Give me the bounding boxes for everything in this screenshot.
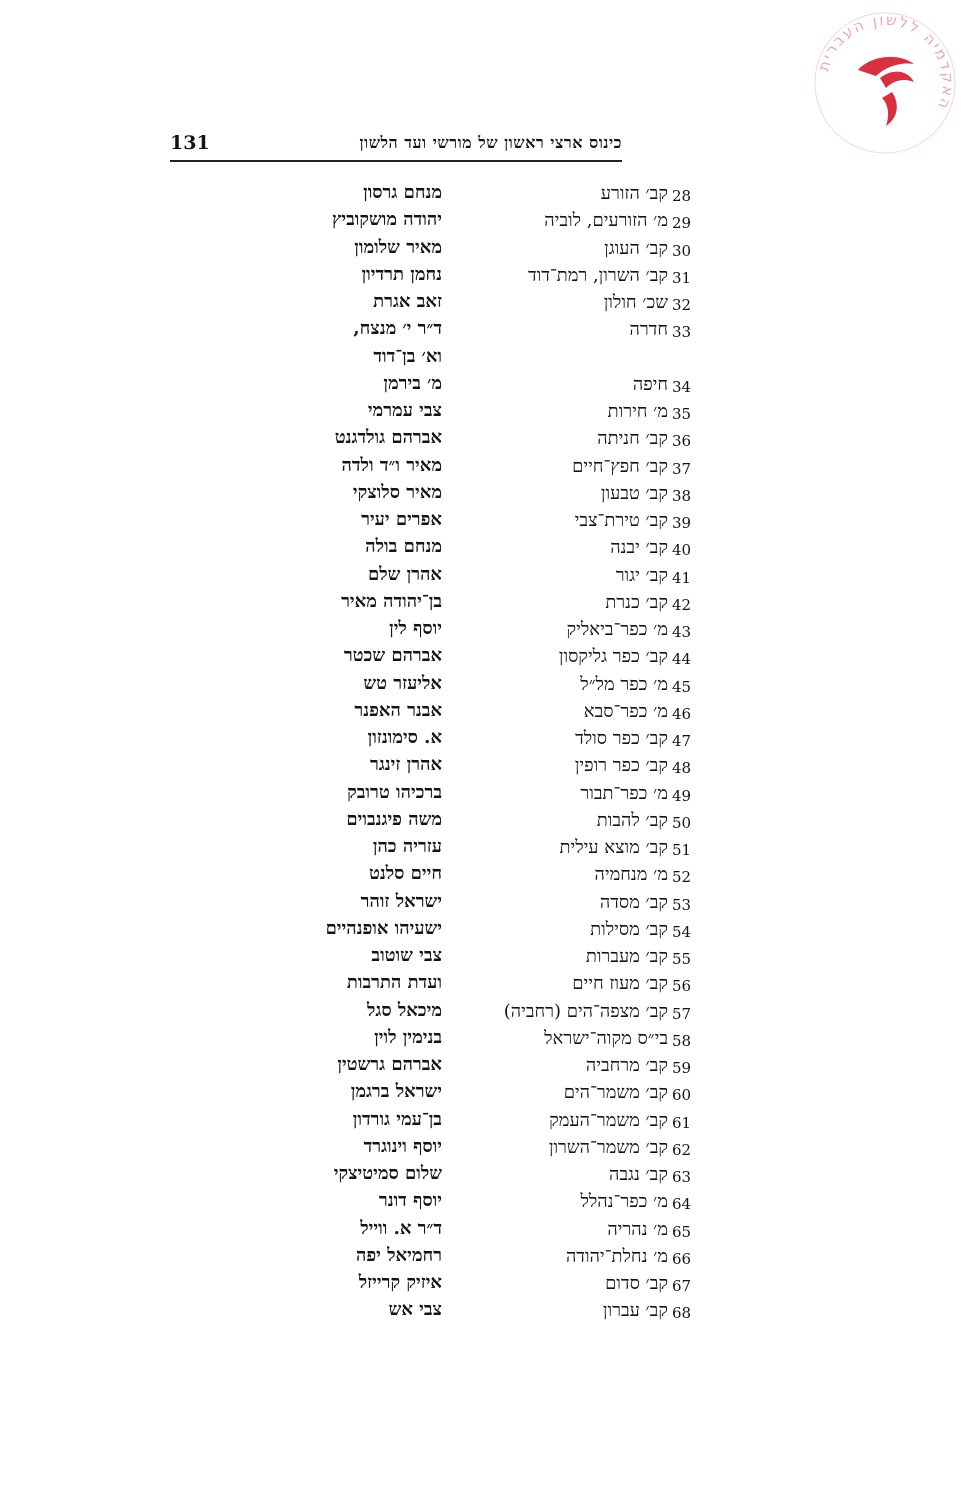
- list-row: [0, 262, 975, 289]
- place-name: מ׳ כפר־סבא: [583, 701, 668, 722]
- place-name: בי״ס מקוה־ישראל: [544, 1028, 668, 1049]
- list-row: [0, 1216, 975, 1243]
- representative-name: אהרן שלם: [367, 564, 442, 585]
- list-row: [0, 807, 975, 834]
- list-row: [0, 1161, 975, 1188]
- list-row: [0, 1188, 975, 1215]
- representative-name: חיים סלנט: [369, 863, 442, 884]
- list-row: [0, 562, 975, 589]
- list-row: [0, 453, 975, 480]
- representative-name: מאיר ו״ד ולדה: [341, 455, 442, 476]
- place-name: קב׳ כנרת: [605, 592, 668, 613]
- row-number: 64: [672, 1195, 692, 1213]
- representative-name: אבנר האפנר: [354, 700, 442, 721]
- row-number: 43: [672, 623, 692, 641]
- representative-name: צבי עמרמי: [367, 400, 442, 421]
- page-header: [170, 130, 622, 162]
- row-number: 48: [672, 759, 692, 777]
- list-row: [0, 207, 975, 234]
- representative-name: נחמן תרדיון: [361, 264, 442, 285]
- representative-name: אהרן זינגר: [370, 754, 442, 775]
- row-number: 53: [672, 896, 692, 914]
- row-number: 62: [672, 1141, 692, 1159]
- representative-name: ד״ר י׳ מנצח,: [353, 318, 442, 339]
- place-name: קב׳ חניתה: [597, 428, 668, 449]
- place-name: קב׳ עברון: [602, 1300, 668, 1321]
- place-name: קב׳ משמר־השרון: [548, 1137, 668, 1158]
- row-number: 67: [672, 1277, 692, 1295]
- place-name: קב׳ מעוז חיים: [572, 973, 668, 994]
- list-row: [0, 1052, 975, 1079]
- representative-name: מנחם גרסון: [363, 182, 442, 203]
- running-title: כינוס ארצי ראשון של מורשי ועד הלשון: [359, 133, 622, 152]
- place-name: קב׳ הזורע: [600, 183, 668, 204]
- row-number: 41: [672, 569, 692, 587]
- list-row: [0, 1270, 975, 1297]
- representative-name: רחמיאל יפה: [356, 1245, 442, 1266]
- place-name: קב׳ השרון, רמת־דוד: [527, 265, 668, 286]
- representative-name: אברהם שכטר: [343, 645, 442, 666]
- list-row: [0, 289, 975, 316]
- row-number: 28: [672, 187, 692, 205]
- row-number: 45: [672, 678, 692, 696]
- logo-mark: [858, 57, 914, 126]
- representative-name: עזריה כהן: [372, 836, 442, 857]
- row-number: 32: [672, 296, 692, 314]
- row-number: 36: [672, 432, 692, 450]
- row-number: 60: [672, 1086, 692, 1104]
- row-number: 63: [672, 1168, 692, 1186]
- row-number: 61: [672, 1114, 692, 1132]
- list-row: [0, 316, 975, 343]
- representative-name: וא׳ בן־דוד: [373, 346, 442, 367]
- place-name: קב׳ מצפה־הים (רחביה): [503, 1001, 668, 1022]
- place-name: קב׳ מעברות: [585, 946, 668, 967]
- place-name: מ׳ כפר מל״ל: [580, 674, 668, 695]
- row-number: 56: [672, 977, 692, 995]
- row-number: 38: [672, 487, 692, 505]
- place-name: מ׳ נחלת־יהודה: [565, 1246, 668, 1267]
- representative-name: צבי אש: [388, 1299, 442, 1320]
- place-name: מ׳ כפר־ביאליק: [566, 619, 668, 640]
- row-number: 65: [672, 1223, 692, 1241]
- representative-name: איזיק קרייזל: [358, 1272, 442, 1293]
- representative-name: אליעזר טש: [363, 673, 442, 694]
- row-number: 68: [672, 1304, 692, 1322]
- row-number: 30: [672, 242, 692, 260]
- list-row: [0, 861, 975, 888]
- place-name: מ׳ כפר־תבור: [580, 783, 668, 804]
- list-row: [0, 725, 975, 752]
- place-name: קב׳ להבות: [596, 810, 668, 831]
- list-row: [0, 371, 975, 398]
- list-row: [0, 235, 975, 262]
- place-name: קב׳ משמר־העמק: [549, 1110, 668, 1131]
- list-row: [0, 589, 975, 616]
- row-number: 44: [672, 650, 692, 668]
- place-name: מ׳ נהריה: [607, 1219, 668, 1240]
- list-row: [0, 480, 975, 507]
- svg-text:האקדמיה ללשון העברית: האקדמיה ללשון העברית: [814, 10, 958, 114]
- list-row: [0, 698, 975, 725]
- representative-name: יהודה מושקוביץ: [332, 209, 442, 230]
- row-number: 51: [672, 841, 692, 859]
- representative-name: ד״ר א. ווייל: [360, 1218, 442, 1239]
- list-row: [0, 180, 975, 207]
- representative-name: ברכיהו טרובק: [347, 782, 442, 803]
- list-row: [0, 1025, 975, 1052]
- representative-name: מיכאל סגל: [366, 1000, 442, 1021]
- row-number: 66: [672, 1250, 692, 1268]
- row-number: 59: [672, 1059, 692, 1077]
- place-name: קב׳ מסילות: [590, 919, 668, 940]
- place-name: קב׳ נגבה: [608, 1164, 668, 1185]
- representative-name: צבי שוטוב: [371, 945, 442, 966]
- list-row: [0, 616, 975, 643]
- row-number: 29: [672, 214, 692, 232]
- place-name: חדרה: [629, 319, 668, 340]
- representative-name: בן־עמי גורדון: [352, 1109, 442, 1130]
- row-number: 40: [672, 541, 692, 559]
- representative-name: א. סימונזון: [367, 727, 442, 748]
- place-name: חיפה: [632, 374, 668, 395]
- page-number: 131: [170, 132, 210, 154]
- row-number: 50: [672, 814, 692, 832]
- row-number: 47: [672, 732, 692, 750]
- row-number: 42: [672, 596, 692, 614]
- list-row: [0, 970, 975, 997]
- place-name: קב׳ משמר־הים: [563, 1082, 668, 1103]
- place-name: קב׳ מוצא עילית: [559, 837, 668, 858]
- list-row: [0, 1079, 975, 1106]
- representative-name: מנחם בולה: [365, 536, 442, 557]
- list-row: [0, 1134, 975, 1161]
- place-name: קב׳ סדום: [605, 1273, 668, 1294]
- row-number: 55: [672, 950, 692, 968]
- place-name: קב׳ העוגן: [604, 238, 668, 259]
- list-row: [0, 916, 975, 943]
- representative-name: ישראל ברגמן: [350, 1081, 442, 1102]
- representative-name: ועדת התרבות: [346, 972, 442, 993]
- list-row: [0, 534, 975, 561]
- representative-name: ישעיהו אופנהיים: [325, 918, 442, 939]
- place-name: קב׳ חפץ־חיים: [572, 456, 668, 477]
- row-number: 35: [672, 405, 692, 423]
- row-number: 52: [672, 868, 692, 886]
- place-name: קב׳ כפר סולד: [575, 728, 668, 749]
- list-row: [0, 780, 975, 807]
- representative-name: משה פיגנבוים: [346, 809, 442, 830]
- row-number: 54: [672, 923, 692, 941]
- place-name: מ׳ חירות: [607, 401, 668, 422]
- representative-name: מאיר שלומון: [354, 237, 442, 258]
- row-number: 49: [672, 787, 692, 805]
- list-row: [0, 834, 975, 861]
- academy-logo: [810, 8, 960, 158]
- list-row: [0, 889, 975, 916]
- row-number: 46: [672, 705, 692, 723]
- list-row: [0, 671, 975, 698]
- place-name: קב׳ מרחביה: [585, 1055, 668, 1076]
- list-row: [0, 344, 975, 371]
- list-row: [0, 1297, 975, 1324]
- list-row: [0, 507, 975, 534]
- representative-name: בן־יהודה מאיר: [341, 591, 442, 612]
- row-number: 33: [672, 323, 692, 341]
- list-row: [0, 1107, 975, 1134]
- representative-name: מ׳ בירמן: [383, 373, 442, 394]
- representative-name: יוסף דונר: [378, 1190, 442, 1211]
- place-name: קב׳ טבעון: [600, 483, 668, 504]
- place-name: קב׳ כפר גליקסון: [558, 646, 668, 667]
- list-row: [0, 943, 975, 970]
- representative-name: יוסף לין: [389, 618, 442, 639]
- list-row: [0, 998, 975, 1025]
- list-row: [0, 1243, 975, 1270]
- representative-name: זאב אגרת: [373, 291, 442, 312]
- row-number: 34: [672, 378, 692, 396]
- place-name: מ׳ כפר־נהלל: [580, 1191, 668, 1212]
- representative-name: ישראל זוהר: [360, 891, 442, 912]
- row-number: 57: [672, 1005, 692, 1023]
- place-name: מ׳ מנחמיה: [594, 864, 668, 885]
- place-name: קב׳ טירת־צבי: [574, 510, 668, 531]
- representative-name: בנימין לוין: [374, 1027, 442, 1048]
- row-number: 39: [672, 514, 692, 532]
- representative-name: מאיר סלוצקי: [352, 482, 442, 503]
- row-number: 37: [672, 460, 692, 478]
- place-name: קב׳ יגור: [615, 565, 668, 586]
- place-name: קב׳ יבנה: [610, 537, 668, 558]
- place-name: שכ׳ חולון: [603, 292, 668, 313]
- list-row: [0, 643, 975, 670]
- place-name: קב׳ כפר רופין: [574, 755, 668, 776]
- representative-name: אברהם גולדגנט: [334, 427, 442, 448]
- representative-name: יוסף וינוגרד: [363, 1136, 442, 1157]
- list-row: [0, 752, 975, 779]
- place-name: קב׳ מסדה: [599, 892, 668, 913]
- representative-name: אברהם גרשטין: [337, 1054, 442, 1075]
- representative-name: שלום סמיטיצקי: [333, 1163, 442, 1184]
- list-row: [0, 425, 975, 452]
- list-row: [0, 398, 975, 425]
- representative-name: אפרים יעיר: [361, 509, 442, 530]
- place-name: מ׳ הזורעים, לוביה: [544, 210, 668, 231]
- row-number: 31: [672, 269, 692, 287]
- row-number: 58: [672, 1032, 692, 1050]
